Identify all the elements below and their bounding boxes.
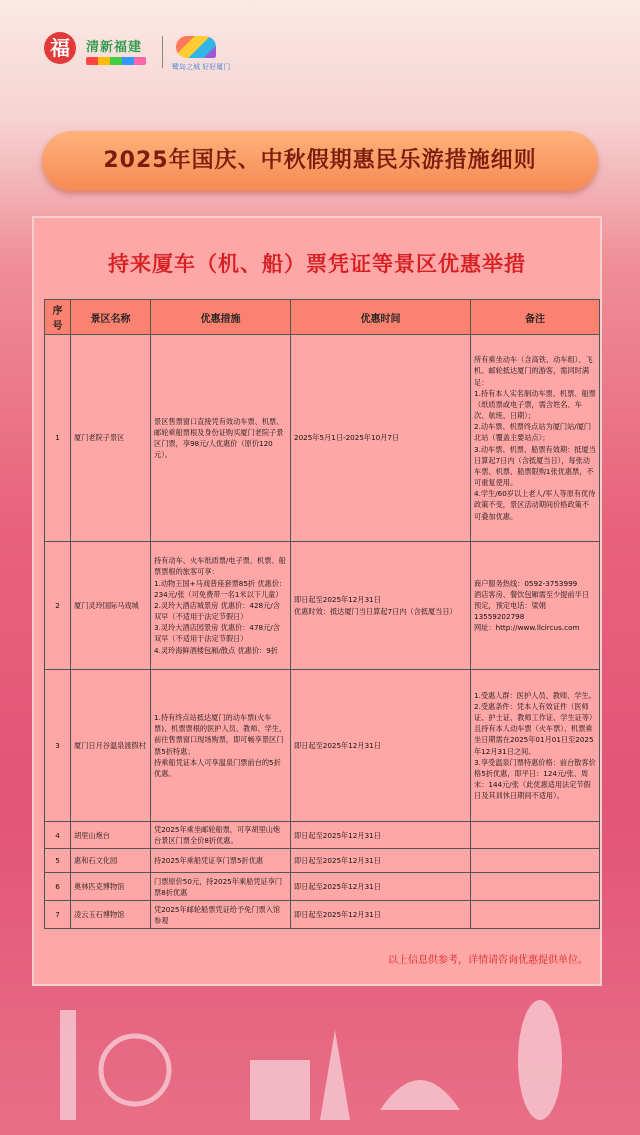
- cell-measure: 门票原价50元，持2025年乘船凭证享门票8折优惠: [151, 873, 291, 901]
- cell-time: 2025年5月1日-2025年10月7日: [291, 335, 471, 542]
- fujian-logo-text: 清新福建: [86, 40, 143, 55]
- tower-icon: [320, 1030, 350, 1120]
- table-row: [45, 335, 600, 542]
- cell-name: 胡里山炮台: [71, 822, 151, 849]
- fujian-logo-stripe-icon: [86, 57, 146, 65]
- logo-divider: [162, 36, 163, 68]
- xiamen-logo: [172, 30, 231, 74]
- cell-time: 即日起至2025年12月31日: [291, 901, 471, 929]
- cell-time: 即日起至2025年12月31日: [291, 873, 471, 901]
- cell-name: 奥林匹克博物馆: [71, 873, 151, 901]
- pavilion-icon: [250, 1060, 310, 1120]
- cell-note: 商户服务热线：0592-3753999 酒店客房、餐饮包厢需至少提前半日预定，预定电话：梁娟 13559202798 网址：http://www.llcircus.com: [471, 542, 600, 670]
- table-row: [45, 873, 600, 901]
- disclaimer-footnote: 以上信息供参考，详情请咨询优惠提供单位。: [388, 955, 588, 966]
- fu-logo-char: 福: [50, 36, 70, 60]
- col-header-no: 序号: [45, 300, 71, 335]
- cell-time: 即日起至2025年12月31日: [291, 822, 471, 849]
- cell-name: 惠和石文化园: [71, 849, 151, 873]
- cell-measure: 凭2025年邮轮船票凭证给予免门票入馆参观: [151, 901, 291, 929]
- cell-note: 所有乘坐动车（含高铁、动车组）、飞机、邮轮抵达厦门的游客，需同时满足： 1.持有本人实名制动车票、机票、船票（纸质票或电子票，需含姓名、车次、航班、日期）； 2.动车票、机票终点站为厦门站/厦门北站（覆盖主要站点）； 3.动车票、机票、船票有效期：抵厦当日算起7日内（含抵厦当日），每张动车票、机票、船票限购1张优惠票，不可重复使用。 4.学生/60岁以上老人/军人等原有优待政策不变，景区活动期间价格政策不可叠加优惠。: [471, 335, 600, 542]
- cell-no: 3: [45, 670, 71, 822]
- page-title-banner: 2025年国庆、中秋假期惠民乐游措施细则: [42, 131, 598, 191]
- section-subtitle: 持来厦车（机、船）票凭证等景区优惠举措: [108, 252, 526, 276]
- cell-note: [471, 822, 600, 849]
- lighthouse-icon: [60, 1010, 76, 1120]
- cell-name: 厦门日月谷温泉渡假村: [71, 670, 151, 822]
- cell-measure: 凭2025年乘坐邮轮船票，可享胡里山炮台景区门票全价8折优惠。: [151, 822, 291, 849]
- table-header-row: [45, 300, 600, 335]
- cell-measure: 持有动车、火车纸质票/电子票、机票、船票票根的旅客可享： 1.动物王国+马戏普座套票85折 优惠价：234元/张（可免费带一名1米以下儿童） 2.灵玲大酒店城景房 优惠价：428元/含双早（不适用于法定节假日） 3.灵玲大酒店园景房 优惠价：478元/含双早（不适用于法定节假日） 4.灵玲海鲜酒楼包厢/散点 优惠价：9折: [151, 542, 291, 670]
- bridge-icon: [380, 1080, 460, 1110]
- cell-time: 即日起至2025年12月31日 优惠时效：抵达厦门当日算起7日内（含抵厦当日）: [291, 542, 471, 670]
- cell-time: 即日起至2025年12月31日: [291, 670, 471, 822]
- cell-note: [471, 849, 600, 873]
- xiamen-logo-text: 鹭岛之城 好好厦门: [172, 63, 231, 71]
- fu-logo-icon: [44, 32, 76, 64]
- cell-name: 厦门灵玲国际马戏城: [71, 542, 151, 670]
- col-header-time: 优惠时间: [291, 300, 471, 335]
- col-header-note: 备注: [471, 300, 600, 335]
- table-row: [45, 542, 600, 670]
- cell-measure: 持2025年乘船凭证享门票5折优惠: [151, 849, 291, 873]
- fujian-logo: [86, 36, 156, 66]
- col-header-name: 景区名称: [71, 300, 151, 335]
- cell-no: 4: [45, 822, 71, 849]
- cell-no: 5: [45, 849, 71, 873]
- cell-time: 即日起至2025年12月31日: [291, 849, 471, 873]
- cell-note: [471, 901, 600, 929]
- cell-no: 7: [45, 901, 71, 929]
- table-row: [45, 901, 600, 929]
- discount-table: [44, 299, 600, 929]
- xiamen-skyline-decoration: [0, 990, 640, 1135]
- cell-name: 厦门老院子景区: [71, 335, 151, 542]
- table-row: [45, 822, 600, 849]
- ferris-wheel-icon: [101, 1036, 169, 1104]
- cell-no: 1: [45, 335, 71, 542]
- xiamen-logo-wave-icon: [176, 36, 216, 58]
- table-row: [45, 849, 600, 873]
- content-panel: [32, 216, 602, 986]
- cell-no: 2: [45, 542, 71, 670]
- statue-icon: [518, 1000, 562, 1120]
- table-row: [45, 670, 600, 822]
- col-header-measure: 优惠措施: [151, 300, 291, 335]
- cell-note: 1.受惠人群：医护人员、教师、学生。 2.受惠条件：凭本人有效证件（医师证、护士证、教师工作证、学生证等）且持有本人动车票（火车票）、机票乘坐日期需在2025年01月01日至2025年12月31日之间。 3.享受温泉门票特惠价格：前台散客价格5折优惠，即平日：124元/张、周末：144元/张（此优惠适用法定节假日及其训休日期间不适用）。: [471, 670, 600, 822]
- header-logos: [0, 0, 640, 90]
- cell-name: 凌云玉石博物馆: [71, 901, 151, 929]
- cell-no: 6: [45, 873, 71, 901]
- cell-measure: 景区售票窗口直接凭有效动车票、机票、邮轮乘船票根及身份证购买厦门老院子景区门票，享98元/人优惠价（原价120元）。: [151, 335, 291, 542]
- cell-note: [471, 873, 600, 901]
- cell-measure: 1.持有终点站抵达厦门的动车票(火车票)、机票票根的医护人员、教师、学生，前往售票窗口现场购票，即可畅享景区门票5折特惠； 持乘船凭证本人可享温泉门票前台的5折优惠。: [151, 670, 291, 822]
